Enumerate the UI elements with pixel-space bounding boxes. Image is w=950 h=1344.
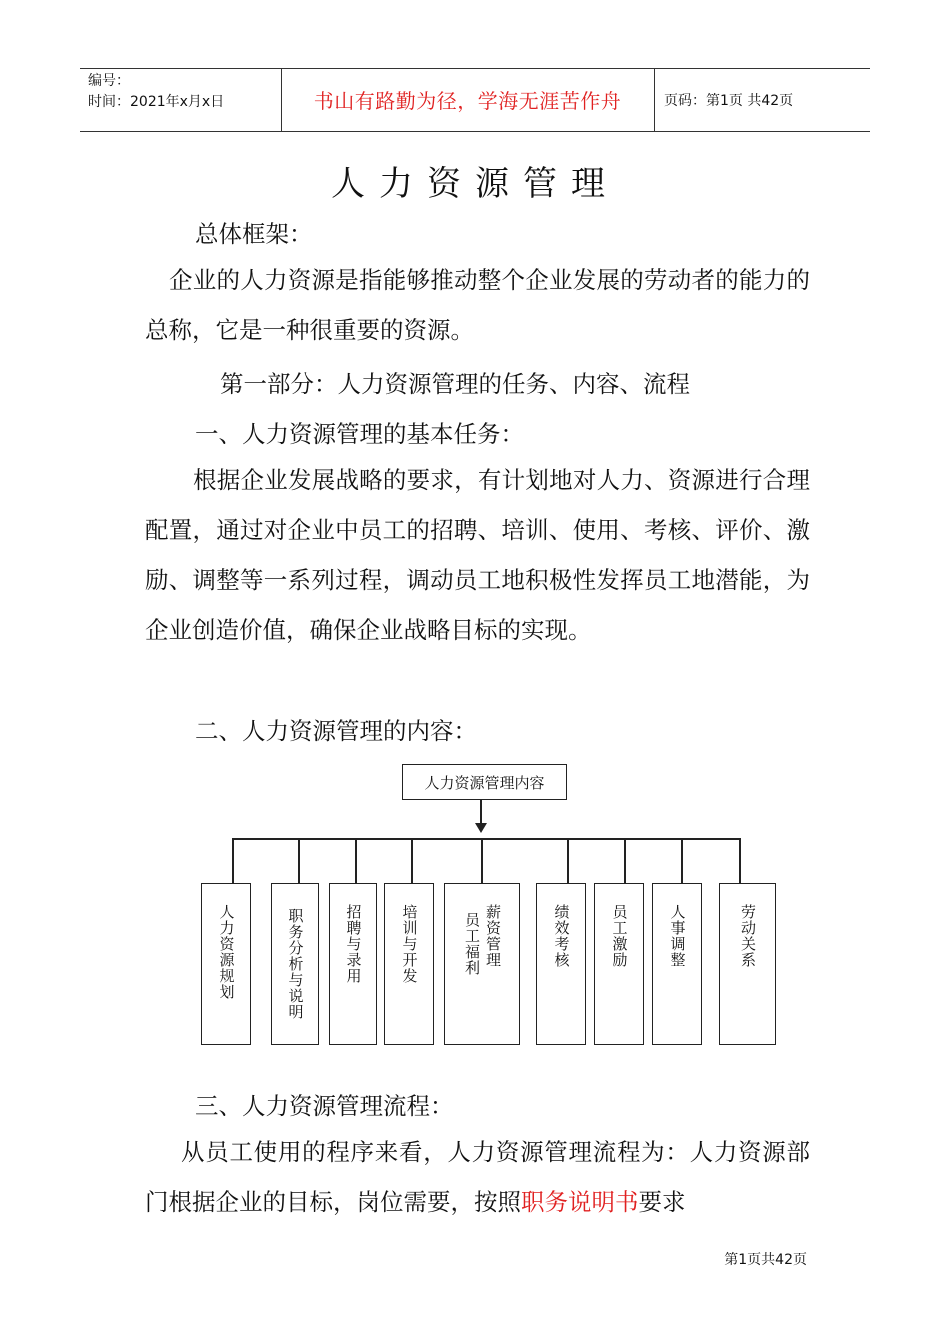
part1-title: 第一部分：人力资源管理的任务、内容、流程 — [220, 370, 690, 398]
section1-title: 一、人力资源管理的基本任务： — [195, 420, 524, 448]
connector — [232, 838, 234, 883]
diagram-child-label: 人力资源规划 — [217, 904, 236, 1000]
arrow-line — [480, 800, 482, 824]
number-label: 编号： — [88, 73, 130, 89]
diagram-child-box — [536, 883, 586, 1045]
connector-bus — [232, 838, 740, 840]
intro-paragraph: 企业的人力资源是指能够推动整个企业发展的劳动者的能力的总称，它是一种很重要的资源。 — [145, 266, 810, 344]
diagram-child-label: 培训与开发 — [400, 904, 419, 984]
section3-body-text: 从员工使用的程序来看，人力资源管理流程为：人力资源部门根据企业的目标，岗位需要，按照 — [145, 1138, 810, 1216]
diagram-child-box — [594, 883, 644, 1045]
time-label: 时间：2021年x月x日 — [88, 94, 225, 110]
diagram-child-label: 职务分析与说明 — [286, 908, 305, 1020]
connector — [355, 838, 357, 883]
section3-body-text-end: 要求 — [638, 1188, 686, 1216]
diagram-child-label: 员工激励 — [610, 904, 629, 968]
diagram-child-label: 招聘与录用 — [344, 904, 363, 984]
section3-body — [145, 1127, 810, 1227]
arrow-head-icon — [475, 823, 487, 833]
page-footer: 第1页共42页 — [724, 1252, 807, 1268]
diagram-root-label: 人力资源管理内容 — [424, 773, 545, 792]
connector — [567, 838, 569, 883]
diagram-root-box — [402, 764, 567, 800]
connector — [739, 838, 741, 883]
diagram-child-box — [719, 883, 776, 1045]
diagram-child-box — [652, 883, 702, 1045]
job-description-link: 职务说明书 — [521, 1188, 639, 1216]
section3-title: 三、人力资源管理流程： — [195, 1092, 454, 1120]
connector — [624, 838, 626, 883]
header-motto: 书山有路勤为径，学海无涯苦作舟 — [313, 89, 622, 113]
diagram-child-box — [329, 883, 377, 1045]
diagram-child-label: 薪资管理 — [484, 904, 502, 968]
connector — [481, 838, 483, 883]
overall-heading: 总体框架： — [195, 220, 313, 248]
diagram-child-box — [201, 883, 251, 1045]
header-meta — [88, 71, 224, 113]
diagram-child-label: 人事调整 — [668, 904, 687, 968]
diagram-child-box — [444, 883, 520, 1045]
diagram-child-label: 员工福利 — [463, 912, 481, 976]
diagram-child-box — [384, 883, 434, 1045]
diagram-child-box — [271, 883, 319, 1045]
diagram-child-label: 绩效考核 — [552, 904, 571, 968]
diagram-child-label: 劳动关系 — [739, 904, 757, 968]
header-divider — [654, 69, 655, 131]
header-table — [80, 68, 870, 132]
page-title: 人力资源管理 — [331, 164, 619, 204]
connector — [411, 838, 413, 883]
header-page-label: 页码：第1页 共42页 — [664, 93, 794, 109]
connector — [681, 838, 683, 883]
section1-body: 根据企业发展战略的要求，有计划地对人力、资源进行合理配置，通过对企业中员工的招聘、培训、使用、考核、评价、激励、调整等一系列过程，调动员工地积极性发挥员工地潜能，为企业创造价值，确保企业战略目标的实现。 — [145, 466, 810, 644]
connector — [298, 838, 300, 883]
section2-title: 二、人力资源管理的内容： — [195, 717, 477, 745]
